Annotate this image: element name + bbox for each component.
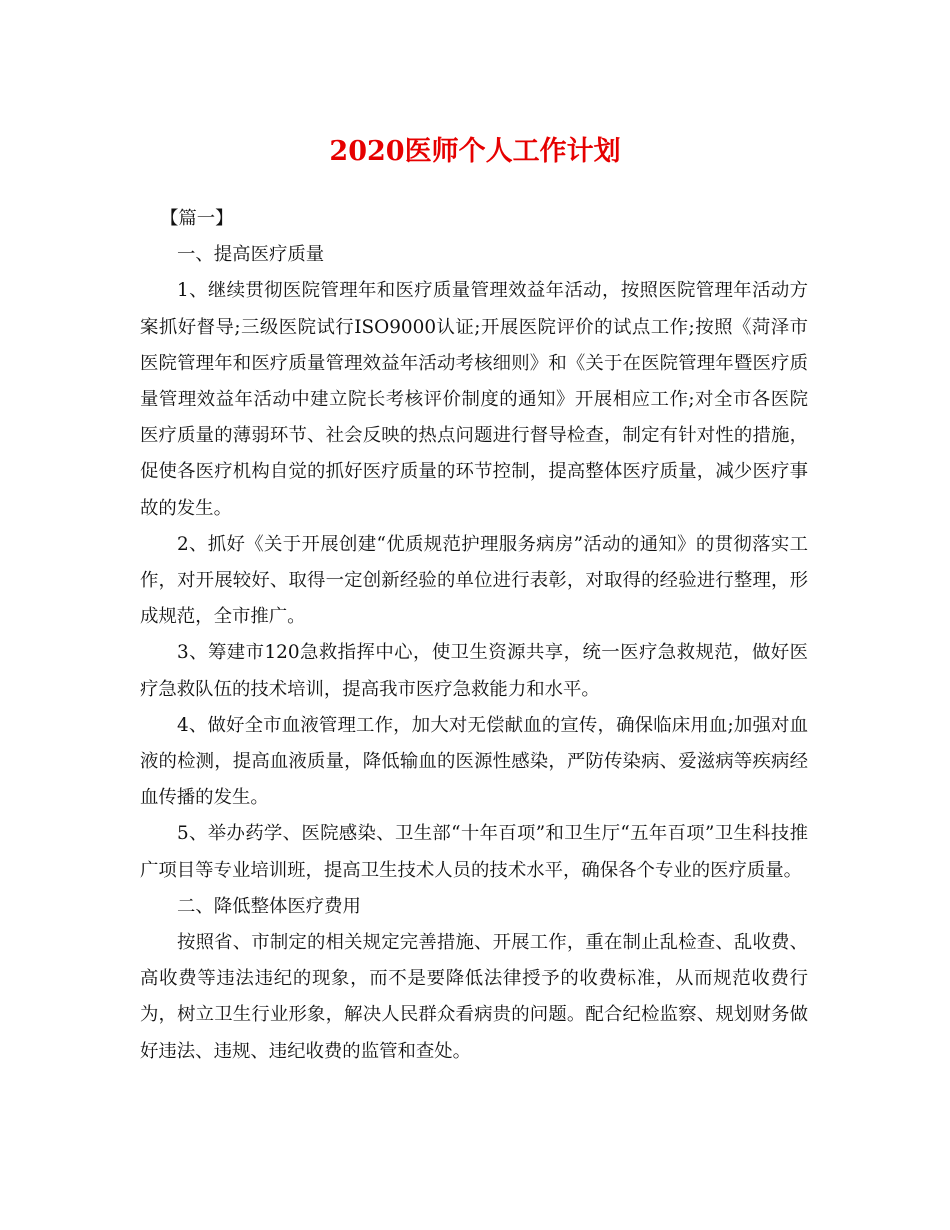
paragraph-4: 4、做好全市血液管理工作，加大对无偿献血的宣传，确保临床用血;加强对血液的检测，提高血液质量，降低输血的医源性感染，严防传染病、爱滋病等疾病经血传播的发生。 [140,714,808,809]
document-body [140,201,808,1070]
paragraph-5: 5、举办药学、医院感染、卫生部“十年百项”和卫生厅“五年百项”卫生科技推广项目等专业培训班，提高卫生技术人员的技术水平，确保各个专业的医疗质量。 [140,823,808,881]
paragraph-3: 3、筹建市120急救指挥中心，使卫生资源共享，统一医疗急救规范，做好医疗急救队伍的技术培训，提高我市医疗急救能力和水平。 [140,642,808,700]
paragraph-1: 1、继续贯彻医院管理年和医疗质量管理效益年活动，按照医院管理年活动方案抓好督导;三级医院试行ISO9000认证;开展医院评价的试点工作;按照《菏泽市医院管理年和医疗质量管理效益年活动考核细则》和《关于在医院管理年暨医疗质量管理效益年活动中建立院长考核评价制度的通知》开展相应工作;对全市各医院医疗质量的薄弱环节、社会反映的热点问题进行督导检查，制定有针对性的措施，促使各医疗机构自觉的抓好医疗质量的环节控制，提高整体医疗质量，减少医疗事故的发生。 [140,280,808,519]
section-heading-2: 二、降低整体医疗费用 [177,895,361,917]
paragraph-2: 2、抓好《关于开展创建“优质规范护理服务病房”活动的通知》的贯彻落实工作，对开展较好、取得一定创新经验的单位进行表彰，对取得的经验进行整理，形成规范，全市推广。 [140,533,808,628]
section-heading-1: 一、提高医疗质量 [177,244,325,266]
paragraph-6: 按照省、市制定的相关规定完善措施、开展工作，重在制止乱检查、乱收费、高收费等违法违纪的现象，而不是要降低法律授予的收费标准，从而规范收费行为，树立卫生行业形象，解决人民群众看病贵的问题。配合纪检监察、规划财务做好违法、违规、违纪收费的监管和查处。 [140,932,808,1062]
document-title: 2020医师个人工作计划 [329,136,621,167]
section-label: 【篇一】 [160,208,234,229]
